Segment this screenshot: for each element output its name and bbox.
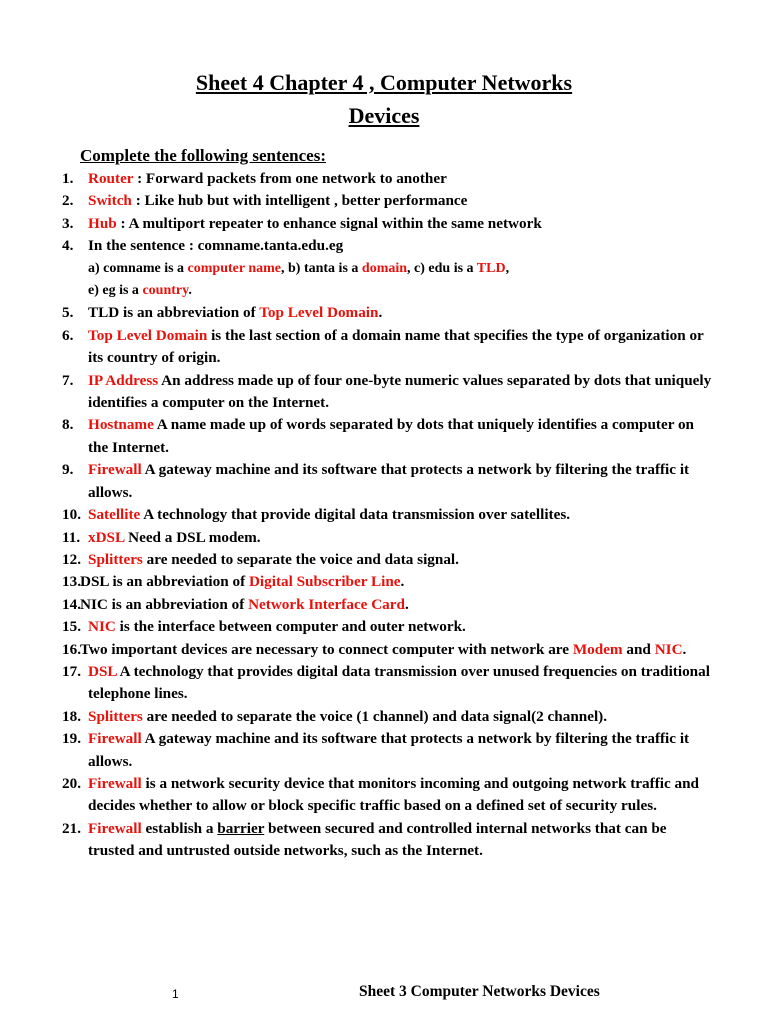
text-segment: , b) tanta is a [281, 260, 362, 276]
item-text [62, 235, 712, 257]
item-number: 17. [62, 662, 81, 680]
highlighted-term: Modem [572, 640, 623, 658]
page-number: 1 [172, 987, 179, 1001]
highlighted-term: Top Level Domain [88, 326, 208, 344]
list-item [62, 527, 712, 549]
highlighted-term: NIC [88, 618, 116, 636]
list-item [62, 370, 712, 415]
sentence-list [62, 168, 712, 863]
text-segment: Need a DSL modem. [124, 528, 261, 546]
highlighted-term: Splitters [88, 550, 143, 568]
text-segment: A name made up of words separated by dots that uniquely identifies a computer on the Internet. [88, 416, 694, 456]
item-text [62, 706, 712, 728]
text-segment: : Like hub but with intelligent , better performance [131, 192, 468, 210]
item-text [62, 571, 712, 593]
highlighted-term: Firewall [88, 774, 142, 792]
item-text [62, 190, 712, 212]
highlighted-term: Network Interface Card [248, 595, 405, 613]
item-number: 20. [62, 774, 81, 792]
item-text [62, 370, 712, 415]
item-text [62, 302, 712, 324]
item-number: 18. [62, 707, 81, 725]
text-segment: A technology that provides digital data transmission over unused frequencies on traditional telephone lines. [88, 662, 710, 703]
list-item [62, 213, 712, 235]
item-number: 10. [62, 506, 81, 524]
item-number: 6. [62, 326, 74, 344]
item-text [62, 258, 712, 280]
item-number: 16. [62, 640, 81, 658]
text-segment: NIC is an abbreviation of [80, 595, 249, 613]
item-text [62, 414, 712, 459]
item-text [62, 594, 712, 616]
highlighted-term: Top Level Domain [259, 304, 379, 322]
highlighted-term: Firewall [88, 461, 142, 479]
text-segment: a) comname is a [88, 260, 188, 276]
list-item [62, 818, 712, 863]
highlighted-term: Digital Subscriber Line [248, 573, 401, 591]
item-number: 1. [62, 170, 74, 187]
item-text [62, 504, 712, 526]
highlighted-term: Router [88, 170, 134, 187]
highlighted-term: Firewall [88, 819, 142, 837]
list-item [62, 616, 712, 638]
text-segment: . [404, 595, 409, 613]
text-segment: An address made up of four one-byte numeric values separated by dots that uniquely identifies a computer on the Internet. [88, 371, 712, 412]
text-segment: are needed to separate the voice (1 channel) and data signal(2 channel). [142, 707, 608, 725]
text-segment: A gateway machine and its software that protects a network by filtering the traffic it allows. [88, 461, 690, 501]
item-text [62, 325, 712, 370]
text-segment: . [378, 304, 383, 322]
list-item [62, 168, 712, 190]
highlighted-term: Switch [88, 192, 132, 210]
highlighted-term: IP Address [88, 371, 159, 389]
item-text [62, 213, 712, 235]
item-number: 15. [62, 618, 81, 636]
text-segment: TLD is an abbreviation of [88, 304, 260, 322]
item-text [62, 773, 712, 818]
list-item [62, 594, 712, 616]
list-item [62, 571, 712, 593]
list-item [62, 773, 712, 818]
item-text [62, 459, 712, 504]
text-segment: , [505, 260, 510, 276]
text-segment: . [682, 640, 687, 658]
highlighted-term: Satellite [88, 506, 141, 524]
item-number: 8. [62, 416, 74, 434]
highlighted-term: Firewall [88, 730, 142, 748]
list-item [62, 661, 712, 706]
item-text [62, 616, 712, 638]
list-item [62, 258, 712, 280]
item-number: 19. [62, 730, 81, 748]
highlighted-term: country [142, 283, 189, 299]
item-text [62, 661, 712, 706]
highlighted-term: NIC [654, 640, 683, 658]
list-item [62, 549, 712, 571]
item-number: 12. [62, 550, 81, 568]
item-text [62, 280, 712, 302]
highlighted-term: Splitters [88, 707, 143, 725]
item-text [62, 728, 712, 773]
page-title: Sheet 4 Chapter 4 , Computer Networks [195, 70, 573, 95]
item-text [62, 639, 712, 661]
highlighted-term: Hostname [88, 416, 154, 434]
item-text [62, 818, 712, 863]
underlined-term: barrier [217, 819, 265, 837]
item-number: 13. [62, 573, 81, 591]
text-segment: . [188, 283, 192, 299]
list-item [62, 280, 712, 302]
list-item [62, 706, 712, 728]
text-segment: In the sentence : comname.tanta.edu.eg [88, 237, 344, 255]
instruction-heading: Complete the following sentences: [80, 146, 326, 165]
text-segment: are needed to separate the voice and data signal. [142, 550, 459, 568]
text-segment: : A multiport repeater to enhance signal within the same network [116, 214, 542, 232]
text-segment: Two important devices are necessary to connect computer with network are [80, 640, 573, 658]
list-item [62, 190, 712, 212]
text-segment: is the last section of a domain name that specifies the type of organization or its country of origin. [88, 326, 704, 367]
item-number: 4. [62, 237, 74, 255]
footer-title: Sheet 3 Computer Networks Devices [359, 983, 600, 1000]
item-number: 21. [62, 819, 81, 837]
list-item [62, 302, 712, 324]
highlighted-term: domain [361, 260, 408, 276]
item-number: 2. [62, 192, 74, 210]
highlighted-term: DSL [88, 662, 117, 680]
list-item [62, 728, 712, 773]
text-segment: A technology that provide digital data transmission over satellites. [140, 506, 571, 524]
item-text [62, 549, 712, 571]
text-segment: between secured and controlled internal networks that can be trusted and untrusted outside networks, such as the Internet. [88, 819, 667, 860]
item-number: 11. [62, 528, 81, 546]
item-number: 5. [62, 304, 74, 322]
text-segment: DSL is an abbreviation of [80, 573, 249, 591]
text-segment: : Forward packets from one network to another [133, 170, 447, 187]
text-segment: is the interface between computer and outer network. [115, 618, 466, 636]
text-segment: A gateway machine and its software that protects a network by filtering the traffic it allows. [88, 730, 690, 770]
highlighted-term: xDSL [88, 528, 125, 546]
text-segment: e) eg is a [88, 283, 143, 299]
list-item [62, 414, 712, 459]
highlighted-term: Hub [88, 214, 117, 232]
item-text [62, 168, 712, 190]
text-segment: is a network security device that monitors incoming and outgoing network traffic and decides whether to allow or block specific traffic based on a defined set of security rules. [88, 774, 699, 815]
item-text [62, 527, 712, 549]
item-number: 7. [62, 371, 74, 389]
list-item [62, 504, 712, 526]
item-number: 9. [62, 461, 74, 479]
list-item [62, 325, 712, 370]
text-segment: establish a [141, 819, 218, 837]
item-number: 3. [62, 214, 74, 232]
highlighted-term: TLD [476, 260, 506, 276]
highlighted-term: computer name [187, 260, 281, 276]
item-number: 14. [62, 595, 81, 613]
list-item [62, 235, 712, 257]
page-subtitle: Devices [348, 103, 420, 128]
list-item [62, 639, 712, 661]
text-segment: . [400, 573, 405, 591]
list-item [62, 459, 712, 504]
text-segment: , c) edu is a [407, 260, 477, 276]
text-segment: and [622, 640, 655, 658]
